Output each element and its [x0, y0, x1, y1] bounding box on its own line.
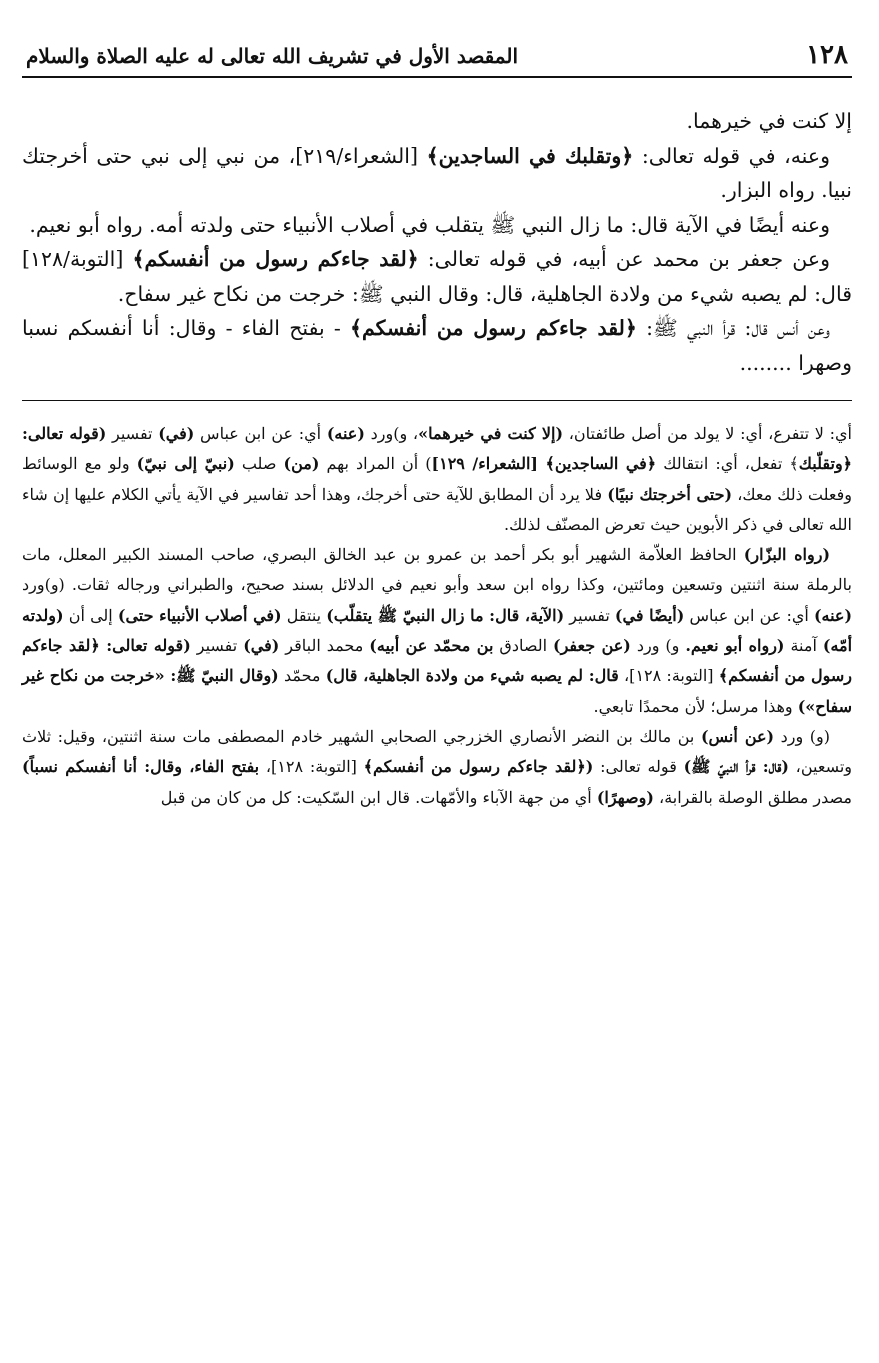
footnote-divider: [22, 400, 852, 401]
text: محمّد: [278, 666, 326, 686]
bold-text: ﴿في الساجدين﴾ [الشعراء/ ١٢٩]: [431, 454, 657, 474]
main-paragraph-4: [22, 242, 852, 311]
text: [التوبة: ١٢٨]،: [259, 757, 364, 777]
text: وعن أنس قال: قرأ النبي ﷺ:: [636, 316, 830, 340]
text: إلى أن: [63, 605, 118, 625]
text: أي من جهة الآباء والأمّهات. قال ابن السّكيت: كل من كان من قبل: [160, 787, 597, 807]
text: [الشعراء/٢١٩]، من نبي إلى نبي حتى أخرجتك نبيا. رواه البزار.: [22, 143, 852, 202]
bold-text: (رواه أبو نعيم.: [685, 636, 785, 656]
text: أي: لا تتفرع، أي: لا يولد من أصل طائفتان،: [563, 424, 852, 443]
bold-text: (وقال النبيّ ﷺ: «خرجت من نكاح غير سفاح»): [22, 666, 852, 716]
text: تفسير: [190, 636, 244, 656]
text: ، و)ورد: [364, 424, 419, 443]
text: وعنه، في قوله تعالى:: [633, 143, 830, 168]
text: تفسير: [106, 424, 159, 443]
bold-text: (الآية، قال: ما زال النبيّ ﷺ يتقلّب): [326, 605, 565, 625]
bold-text: (﴿لقد جاءكم رسول من أنفسكم﴾: [363, 757, 594, 777]
bold-text: (عنه): [813, 605, 853, 625]
bold-text: (إلا كنت في خيرهما»: [418, 424, 564, 443]
bold-text: (في): [243, 636, 280, 656]
main-paragraph-2: [22, 139, 852, 208]
page-number: ١٢٨: [806, 40, 848, 70]
bold-text: (قوله تعالى: ﴿وتقلّبك: [22, 424, 853, 474]
text: ينتقل: [281, 605, 327, 625]
text: ولو مع الوسائط وفعلت ذلك معك،: [22, 454, 853, 504]
page-header: [22, 40, 852, 78]
text: الصادق: [493, 636, 554, 656]
text: وعن جعفر بن محمد عن أبيه، في قوله تعالى:: [418, 247, 830, 271]
main-paragraph-3: [22, 208, 852, 243]
bold-text: (أيضًا في): [614, 605, 685, 625]
bold-text: (عن أنس): [700, 726, 775, 746]
bold-text: (ولدته أمّه): [22, 605, 853, 656]
text: [التوبة: ١٢٨]،: [618, 666, 719, 686]
text: وهذا مرسل؛ لأن محمدًا تابعي.: [593, 696, 798, 716]
bold-text: قال: لم يصبه شيء من ولادة الجاهلية، قال): [325, 666, 619, 686]
text: قوله تعالى:: [593, 757, 684, 777]
text: آمنة: [784, 636, 823, 656]
text: [التوبة/١٢٨] قال: لم يصبه شيء من ولادة الجاهلية، قال: وقال النبي ﷺ: خرجت من نكاح غير سفاح.: [22, 247, 852, 306]
text: صلب: [234, 454, 284, 474]
bold-text: (قوله تعالى: ﴿لقد جاءكم رسول من أنفسكم﴾: [22, 636, 853, 686]
bold-text: (رواه البزّار): [743, 545, 831, 565]
bold-text: (عنه): [326, 424, 365, 443]
commentary-paragraph-1: [22, 419, 852, 540]
text: محمد الباقر: [279, 636, 370, 656]
text: بن مالك بن النضر الأنصاري الخزرجي الصحابي الشهير خادم المصطفى مات سنة اثنتين، وقيل: ثلاث وتسعين،: [22, 726, 853, 777]
bold-text: (نبيّ إلى نبيّ): [136, 454, 235, 474]
text: أي: عن ابن عباس: [194, 424, 327, 443]
book-page: [22, 40, 852, 813]
text: إلا كنت في خيرهما.: [686, 109, 852, 133]
text: تفسير: [564, 605, 615, 625]
text: و) ورد: [630, 636, 686, 656]
text: - بفتح الفاء - وقال: أنا أنفسكم نسبا وصهرا ........: [22, 316, 852, 375]
quran-quote: ﴿لقد جاءكم رسول من أنفسكم﴾: [350, 316, 637, 340]
bold-text: (في): [158, 424, 195, 443]
text: ﴾ تفعل، أي: انتقالك: [656, 454, 799, 474]
quran-quote: ﴿لقد جاءكم رسول من أنفسكم﴾: [132, 247, 419, 271]
bold-text: بن محمّد عن أبيه): [369, 636, 494, 656]
text: ) أن المراد بهم: [319, 454, 432, 474]
bold-text: (في أصلاب الأنبياء حتى): [117, 605, 282, 625]
running-title: المقصد الأول في تشريف الله تعالى له عليه الصلاة والسلام: [26, 44, 519, 68]
commentary: [22, 419, 852, 813]
main-paragraph-5: [22, 311, 852, 380]
commentary-paragraph-2: [22, 540, 852, 722]
commentary-paragraph-3: [22, 722, 852, 813]
text: (و) ورد: [774, 726, 831, 746]
text: الحافظ العلاّمة الشهير أبو بكر أحمد بن عمرو بن عبد الخالق البصري، صاحب المسند الكبير المعلل، مات بالرملة سنة اثنتين وتسعين ومائتين، وكذا رواه ابن سعد وأبو نعيم في الدلائل بسند صحيح، والطبراني ورجاله ثقات. (و)ورد: [22, 545, 852, 595]
quran-quote: ﴿وتقلبك في الساجدين﴾: [426, 143, 634, 168]
bold-text: (عن جعفر): [553, 636, 631, 656]
main-paragraph-1: [22, 104, 852, 139]
bold-text: (وصهرًا): [596, 787, 654, 807]
bold-text: (قال: قرأ النبيّ ﷺ): [683, 757, 789, 777]
text: مصدر مطلق الوصلة بالقرابة،: [653, 787, 852, 807]
bold-text: (حتى أخرجتك نبيًا): [607, 484, 733, 504]
main-text: [22, 104, 852, 380]
bold-text: (من): [283, 454, 320, 474]
bold-text: بفتح الفاء، وقال: أنا أنفسكم نسباً): [22, 757, 260, 777]
text: أي: عن ابن عباس: [684, 605, 814, 625]
text: فلا يرد أن المطابق للآية حتى أخرجك، وهذا أحد تفاسير في الآية يأتي الكلام عليها إن شاء الله تعالى في ذكر الأبوين حيث تعرض المصنّف لذلك.: [22, 484, 852, 534]
text: وعنه أيضًا في الآية قال: ما زال النبي ﷺ يتقلب في أصلاب الأنبياء حتى ولدته أمه. رواه أبو نعيم.: [29, 212, 830, 237]
